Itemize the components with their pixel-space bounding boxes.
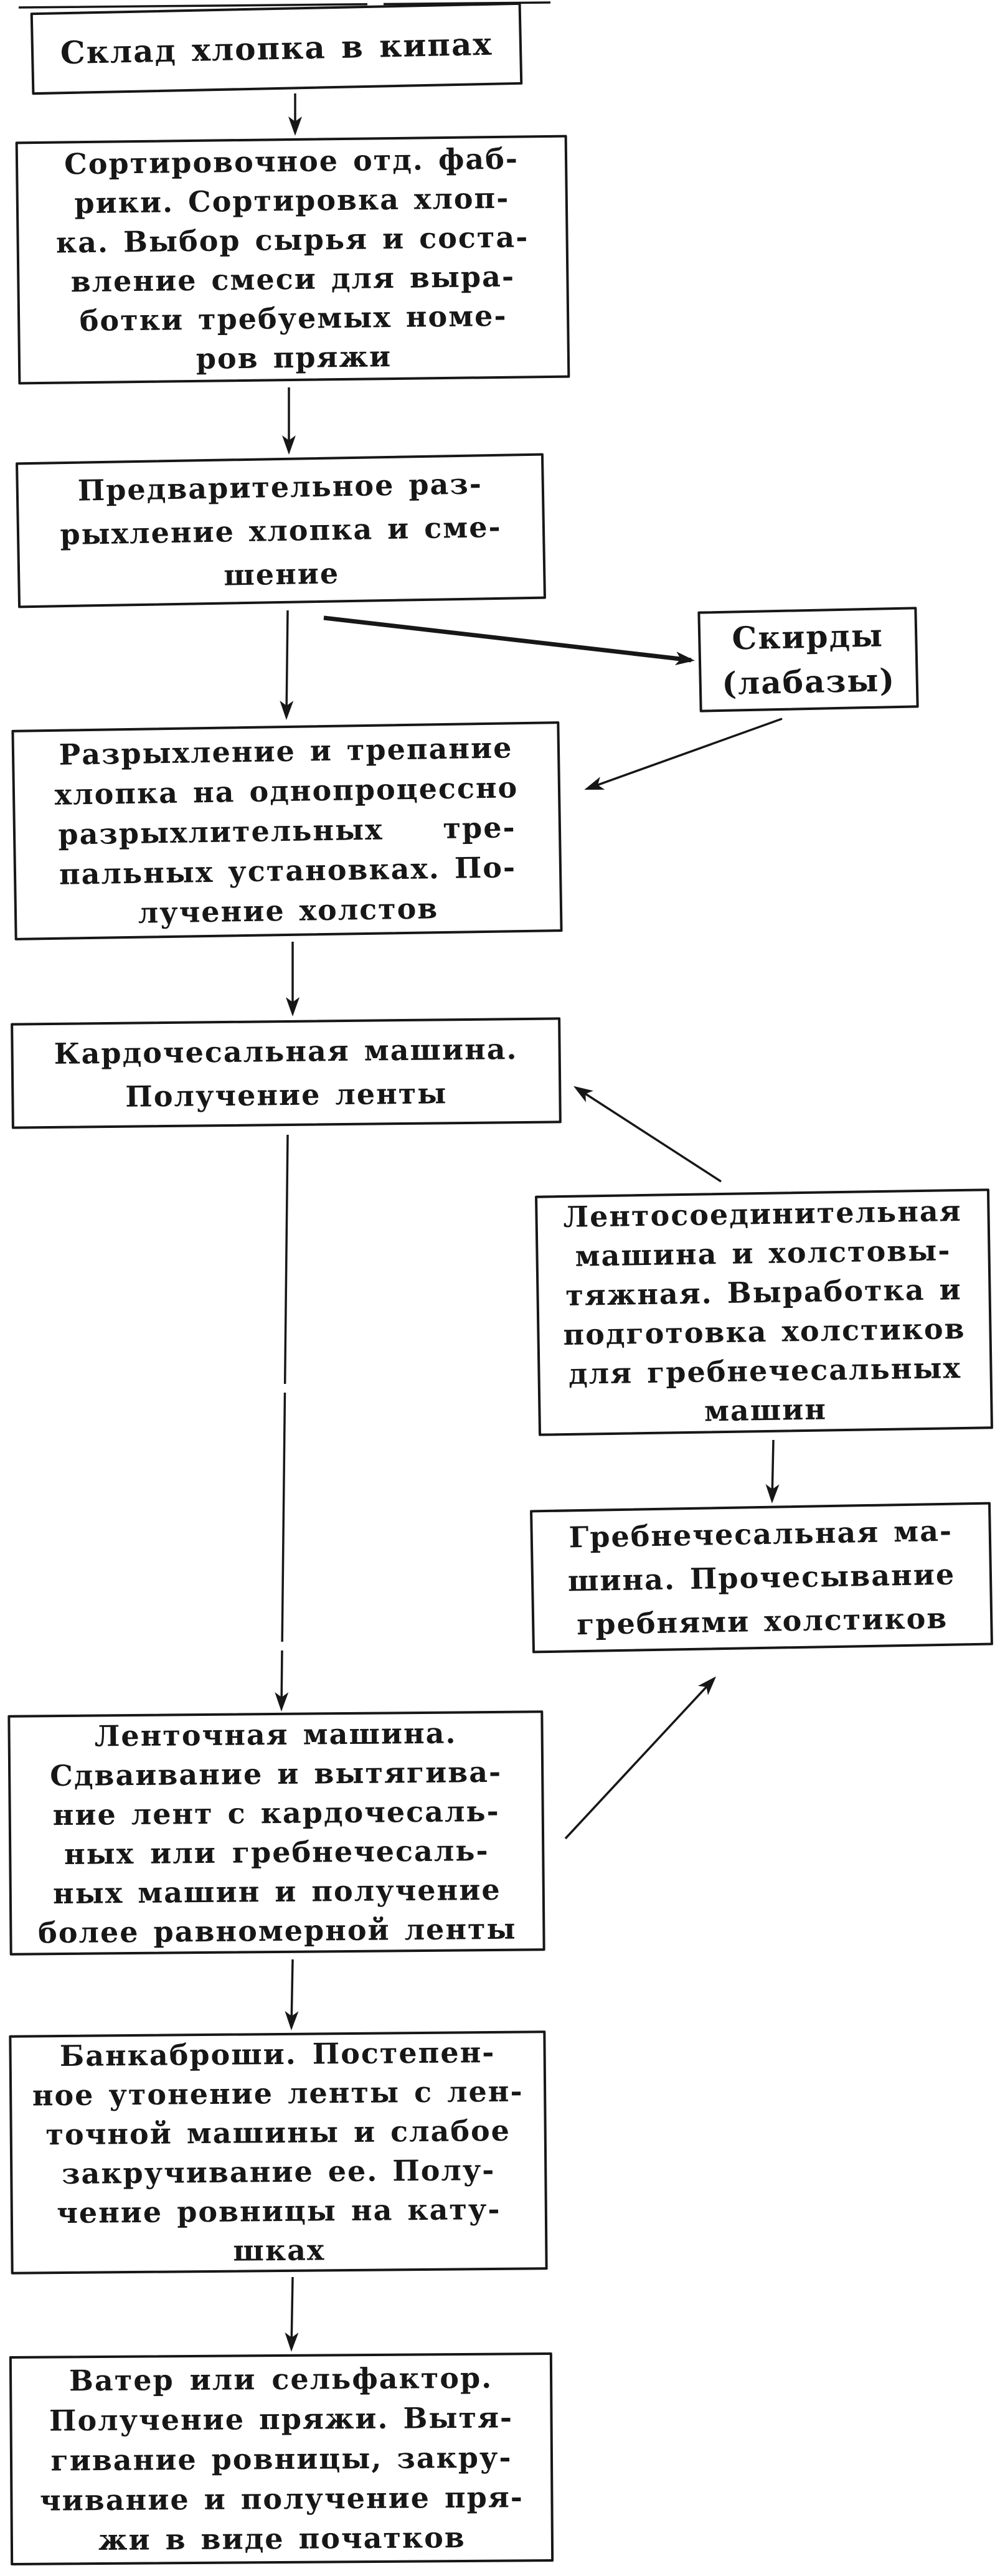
arrow-predvaritelnoe-to-razryhlenie [286, 610, 288, 716]
box-loosening-and-scutching-label: Разрыхление и трепание хлопка на однопроцессно разрыхлительных тре- пальных установках. По- лучение холстов [54, 731, 519, 930]
box-stacks-labazy [697, 607, 918, 712]
box-sorting-department [16, 135, 570, 385]
box-drawing-frame-label: Ленточная машина. Сдваивание и вытягива- ние лент с кардочесаль- ных или гребнечесаль- ных машин и получение более равномерной ленты [37, 1716, 517, 1950]
box-stacks-labazy-label: Скирды (лабазы) [721, 617, 896, 702]
box-combing-machine [530, 1502, 993, 1654]
box-cotton-bale-warehouse [31, 2, 523, 95]
box-carding-machine-label: Кардочесальная машина. Получение ленты [54, 1032, 518, 1114]
box-ring-or-mule-spinning [9, 2352, 554, 2565]
box-sliver-lap-machine-label: Лентосоединительная машина и холстовы- тяжная. Выработка и подготовка холстиков для гребнечесальных машин [563, 1193, 966, 1428]
box-cotton-bale-warehouse-label: Склад хлопка в кипах [60, 25, 493, 72]
box-combing-machine-label: Гребнечесальная ма- шина. Прочесывание гребнями холстиков [567, 1513, 956, 1642]
box-sorting-department-label: Сортировочное отд. фаб- рики. Сортировка хлоп- ка. Выбор сырья и соста- вление смеси для выра- ботки требуемых номе- ров пряжи [55, 141, 529, 376]
arrow-lentochnaya-to-bankabroshi [291, 1959, 293, 2027]
arrow-kardochesalnaya-to-lentochnaya [281, 1135, 288, 1708]
box-drawing-frame [7, 1710, 545, 1955]
arrow-predvaritelnoe-to-skirdy [324, 618, 691, 660]
box-ring-or-mule-spinning-label: Ватер или сельфактор. Получение пряжи. Вытя- гивание ровницы, закру- чивание и получение пря- жи в виде початков [39, 2361, 524, 2557]
box-loosening-and-scutching [11, 721, 562, 940]
box-carding-machine [11, 1017, 562, 1129]
box-sliver-lap-machine [535, 1188, 993, 1436]
box-roving-frames-label: Банкаброши. Постепен- ное утонение ленты с лен- точной машины и слабое закручивание ее. Полу- чение ровницы на кату- шках [32, 2035, 524, 2268]
box-roving-frames [9, 2030, 547, 2275]
arrow-skirdy-to-razryhlenie [588, 719, 782, 788]
arrow-lentochnaya-to-grebnechesalnaya [565, 1679, 714, 1839]
box-preliminary-loosening [16, 453, 546, 608]
box-preliminary-loosening-label: Предварительное раз- рыхление хлопка и сме- шение [59, 466, 502, 592]
arrow-lentosoedinitelnaya-to-grebnechesalnaya [772, 1440, 773, 1500]
arrow-bankabroshi-to-vater [291, 2277, 293, 2348]
arrow-lentosoedinitelnaya-to-kardochesalnaya [577, 1088, 721, 1181]
